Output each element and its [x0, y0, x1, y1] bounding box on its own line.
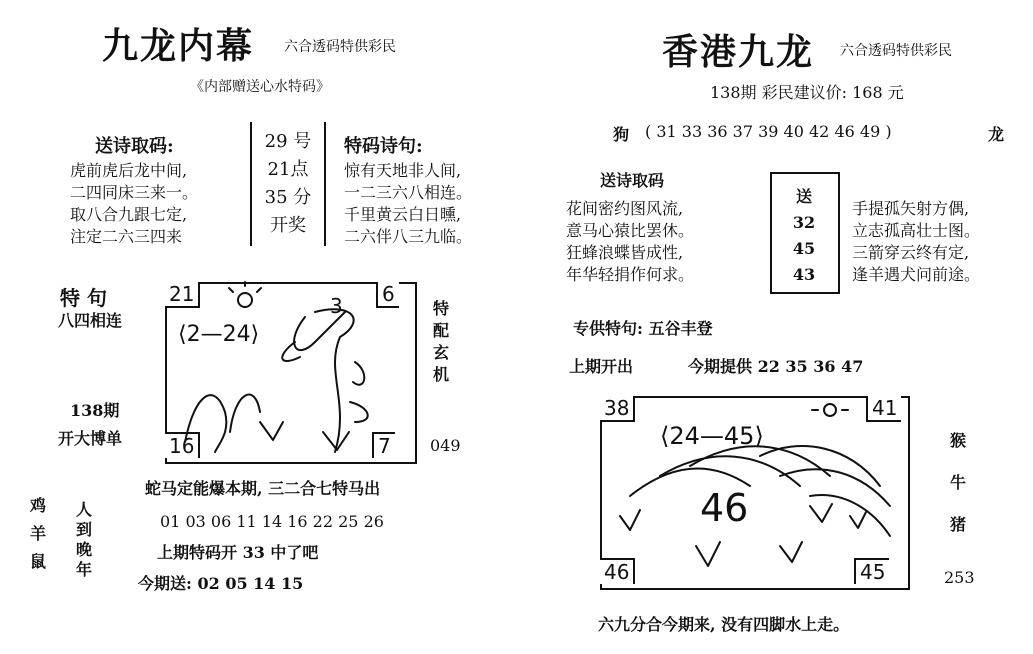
right-dog-numbers: ( 31 33 36 37 39 40 42 46 49 )	[645, 122, 892, 141]
right-side-number: 253	[944, 568, 975, 587]
right-poem-heading: 送诗取码	[600, 171, 665, 190]
zodiac-item: 猴	[949, 431, 966, 450]
right-subtitle: 六合透码特供彩民	[840, 43, 952, 59]
left-poem-line: 注定二六三四来	[70, 227, 183, 246]
right-poem-line: 意马心猿比罢休。	[566, 221, 695, 240]
grass-left	[185, 395, 226, 452]
left-poem-line: 虎前虎后龙中间,	[70, 161, 188, 180]
right-puzzle-drawing	[600, 396, 906, 586]
hill-curve	[630, 469, 750, 497]
right-corner-br: 45	[854, 558, 889, 584]
left-issue-sub: 开大博单	[58, 429, 123, 448]
left-tema-line: 一二三六八相连。	[344, 183, 473, 202]
sun-icon	[238, 293, 252, 307]
draw-minute: 35 分	[264, 187, 312, 208]
draw-number: 29 号	[264, 131, 312, 152]
left-puzzle-range: ⟨2—24⟩	[178, 322, 260, 347]
right-puzzle-center: 46	[700, 486, 749, 530]
left-side-label: 特配玄机	[433, 299, 450, 384]
draw-label: 开奖	[270, 215, 306, 236]
right-poem2-line: 立志孤高壮士图。	[852, 221, 981, 240]
right-poem2-line: 逢羊遇犬问前途。	[852, 265, 981, 284]
left-headline: 蛇马定能爆本期, 三二合七特马出	[145, 479, 381, 498]
zodiac-item: 牛	[949, 473, 966, 492]
left-this-issue: 今期送: 02 05 14 15	[138, 574, 304, 593]
left-zodiac-col	[28, 492, 48, 576]
left-puzzle-center: 3	[330, 294, 343, 318]
right-corner-bl: 46	[600, 558, 635, 584]
left-poem-heading: 送诗取码:	[95, 136, 174, 157]
left-last-issue: 上期特码开 33 中了吧	[157, 543, 319, 562]
zodiac-item: 猪	[949, 515, 966, 534]
left-corner-tr: 6	[376, 282, 399, 308]
left-puzzle-drawing	[165, 282, 413, 460]
tree-trunk	[315, 309, 354, 452]
sun-icon	[824, 404, 836, 416]
right-last-issue: 上期开出	[569, 357, 634, 376]
right-issue-price: 138期 彩民建议价: 168 元	[710, 83, 904, 102]
left-poem-line: 二四同床三来一。	[70, 183, 199, 202]
left-title: 九龙内幕	[102, 25, 255, 67]
send-number: 32	[792, 213, 816, 232]
zodiac-item: 晚	[75, 540, 92, 559]
left-corner-tl: 21	[165, 282, 200, 308]
right-poem2-line: 三箭穿云终有定,	[852, 243, 970, 262]
right-corner-tl: 38	[600, 396, 635, 422]
right-title: 香港九龙	[662, 31, 815, 73]
left-special-value: 八四相连	[58, 311, 123, 330]
left-draw-info	[254, 128, 322, 240]
grass-mark	[620, 510, 640, 530]
right-special-line: 专供特句: 五谷丰登	[573, 319, 713, 338]
right-send	[772, 184, 836, 288]
left-tema-heading: 特码诗句:	[344, 136, 423, 157]
draw-hour: 21点	[267, 159, 309, 180]
send-label: 送	[795, 187, 812, 206]
left-tema-line: 二六伴八三九临。	[344, 227, 473, 246]
left-subtitle: 六合透码特供彩民	[284, 39, 396, 55]
right-poem	[566, 198, 694, 286]
zodiac-item: 羊	[29, 524, 46, 543]
left-tema-line: 惊有天地非人间,	[344, 161, 462, 180]
left-corner-br: 7	[372, 432, 395, 458]
right-poem-line: 年华轻捐作何求。	[566, 265, 695, 284]
left-tema	[344, 160, 472, 248]
right-footer: 六九分合今期来, 没有四脚水上走。	[598, 615, 850, 634]
right-dragon-label: 龙	[988, 125, 1005, 144]
left-note: 《内部赠送心水特码》	[190, 79, 330, 95]
zodiac-item: 人	[75, 500, 92, 519]
right-poem2	[852, 198, 980, 286]
zodiac-item: 鸡	[29, 496, 46, 515]
zodiac-item: 年	[75, 560, 92, 579]
zodiac-item: 鼠	[29, 552, 46, 571]
right-poem2-line: 手提孤矢射方偶,	[852, 199, 970, 218]
left-zodiac-col2	[74, 500, 94, 580]
right-side-zodiac	[948, 420, 968, 546]
send-number: 45	[792, 239, 816, 258]
left-tema-line: 千里黄云白日曛,	[344, 205, 462, 224]
left-special-label: 特 句	[60, 286, 107, 310]
right-corner-tr: 41	[866, 396, 901, 422]
left-corner-bl: 16	[165, 432, 200, 458]
send-number: 43	[792, 265, 816, 284]
zodiac-item: 到	[75, 520, 92, 539]
right-poem-line: 花间密约图风流,	[566, 199, 684, 218]
right-poem-line: 狂蜂浪蝶皆成性,	[566, 243, 684, 262]
left-poem-line: 取八合九跟七定,	[70, 205, 188, 224]
left-poem	[70, 160, 198, 248]
left-issue-label: 138期	[70, 401, 120, 420]
left-numbers: 01 03 06 11 14 16 22 25 26	[160, 512, 384, 531]
right-dog-label: 狗	[613, 125, 630, 144]
right-puzzle-range: ⟨24—45⟩	[660, 422, 764, 450]
left-side-number: 049	[430, 436, 461, 455]
right-provide-line: 今期提供 22 35 36 47	[688, 357, 864, 376]
